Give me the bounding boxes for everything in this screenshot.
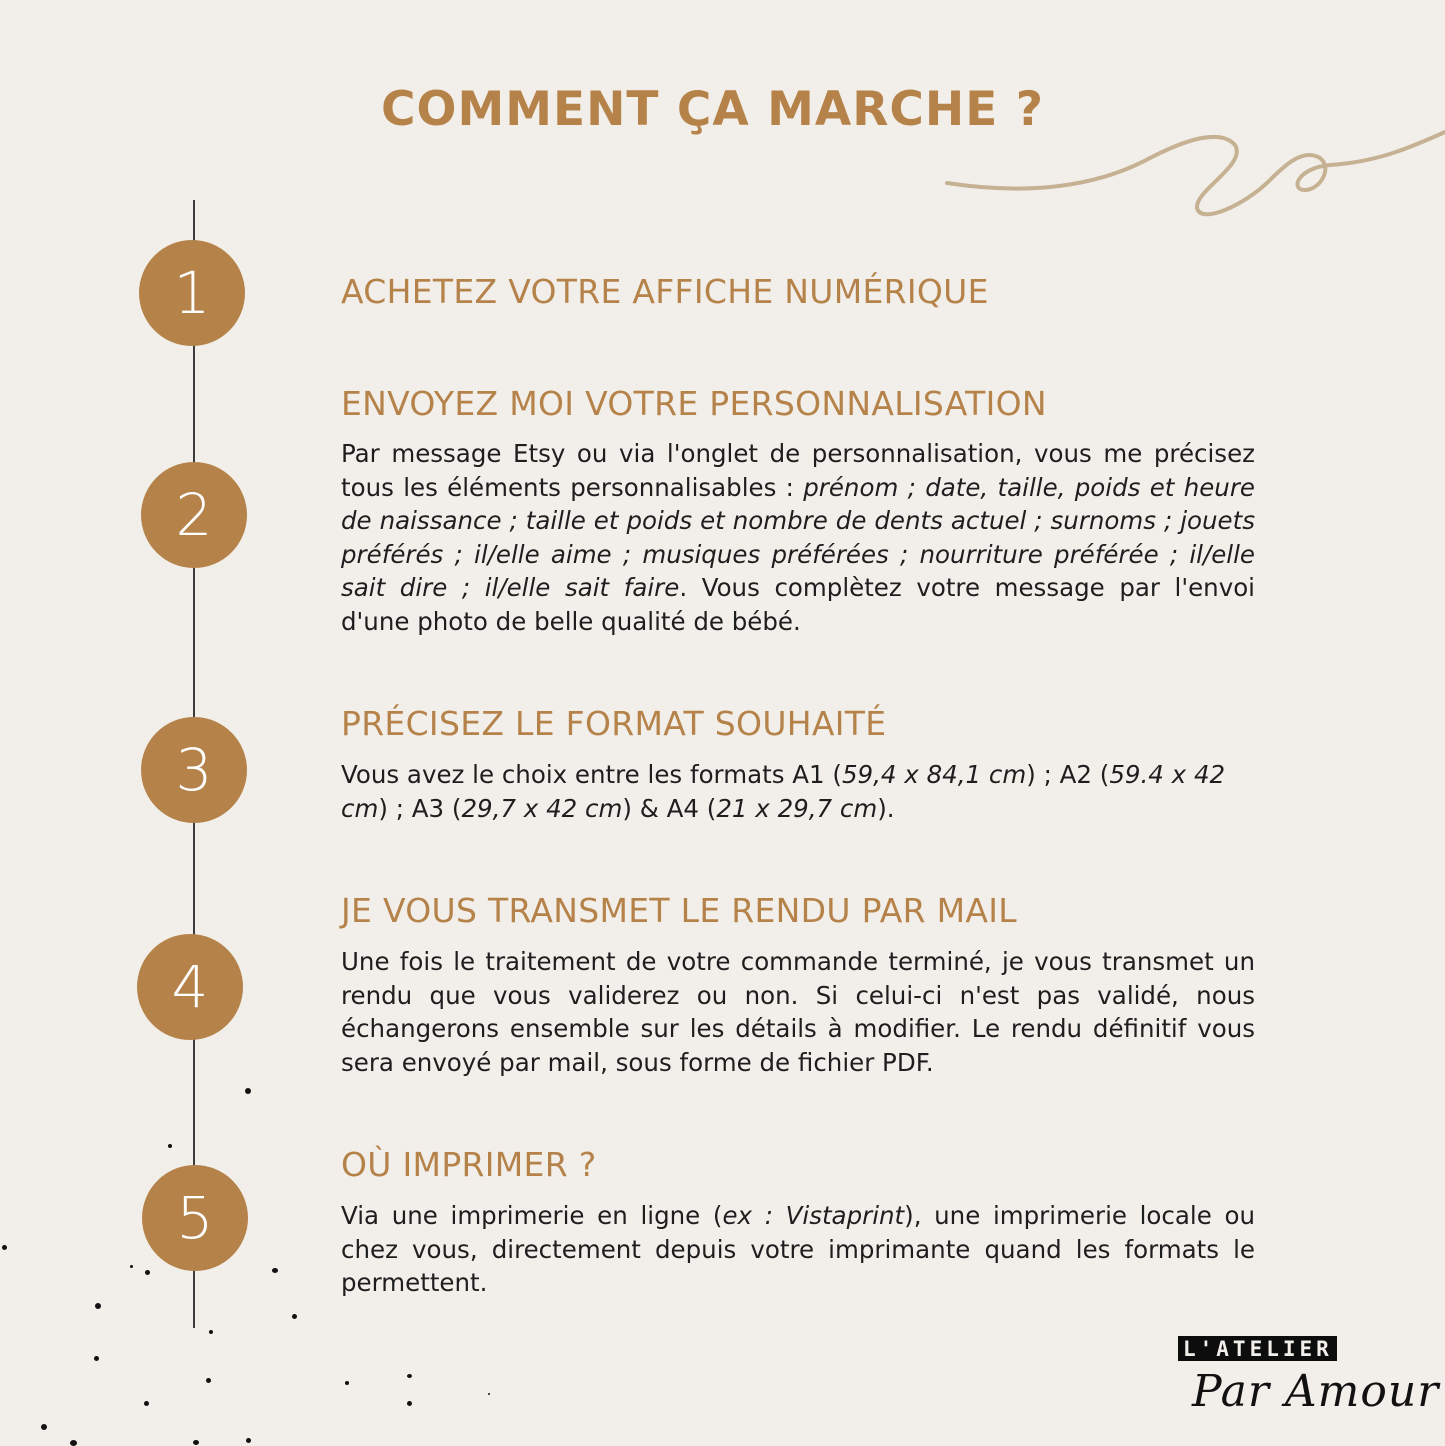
speckle-dot — [272, 1268, 278, 1273]
speckle-dot — [246, 1438, 251, 1443]
speckle-dot — [41, 1424, 47, 1430]
body-text-italic: prénom ; date, taille, poids et heure de naissance ; taille et poids et nombre de dents actuel ; surnoms ; jouets préférés ; il/elle aime ; musiques préférées ; nourriture préférée ; il/elle sait dire ; il/elle sait faire — [341, 472, 1255, 602]
speckle-dot — [2, 1245, 7, 1250]
step-heading: OÙ IMPRIMER ? — [341, 1145, 597, 1184]
logo-wordmark-script: Par Amour — [1192, 1366, 1440, 1417]
body-text: Une fois le traitement de votre commande terminé, je vous transmet un rendu que vous validerez ou non. Si celui-ci n'est pas validé, nous échangerons ensemble sur les détails à modifier. Le rendu définitif vous sera envoyé par mail, sous forme de fichier PDF. — [341, 947, 1255, 1077]
step-description — [341, 758, 1255, 825]
speckle-dot — [345, 1381, 349, 1385]
speckle-dot — [70, 1440, 77, 1446]
speckle-dot — [407, 1374, 412, 1378]
speckle-dot — [168, 1144, 172, 1148]
speckle-dot — [95, 1303, 101, 1309]
step-number: 1 — [173, 259, 211, 327]
speckle-dot — [407, 1401, 412, 1406]
body-text: ), une imprimerie locale ou chez vous, directement depuis votre imprimante quand les formats le permettent. — [341, 1201, 1255, 1297]
body-text: ) & A4 ( — [622, 793, 717, 823]
step-number-badge — [141, 462, 247, 568]
step-description — [341, 945, 1255, 1079]
body-text: . Vous complètez votre message par l'envoi d'une photo de belle qualité de bébé. — [341, 573, 1255, 636]
step-number: 2 — [175, 481, 213, 549]
speckle-dot — [145, 1270, 150, 1275]
step-heading: JE VOUS TRANSMET LE RENDU PAR MAIL — [341, 891, 1017, 930]
speckle-dot — [193, 1440, 199, 1445]
brand-logo — [1178, 1336, 1440, 1436]
speckle-dot — [144, 1401, 149, 1406]
body-text-italic: 59,4 x 84,1 cm — [841, 760, 1027, 789]
step-description — [341, 1199, 1255, 1300]
step-number-badge — [137, 934, 243, 1040]
step-heading: PRÉCISEZ LE FORMAT SOUHAITÉ — [341, 704, 887, 743]
speckle-dot — [209, 1330, 213, 1334]
body-text-italic: 59.4 x 42 cm — [341, 760, 1226, 823]
speckle-dot — [130, 1265, 133, 1268]
body-text: Vous avez le choix entre les formats A1 ( — [341, 760, 842, 789]
body-text: ) ; A2 ( — [1026, 760, 1110, 789]
logo-wordmark-top: L'ATELIER — [1178, 1336, 1337, 1361]
step-number-badge — [142, 1165, 248, 1271]
body-text-italic: 21 x 29,7 cm — [716, 793, 878, 823]
page-title: COMMENT ÇA MARCHE ? — [381, 82, 1044, 137]
body-text: ) ; A3 ( — [378, 793, 462, 823]
step-number-badge — [141, 717, 247, 823]
step-number: 3 — [175, 736, 213, 804]
body-text: Via une imprimerie en ligne ( — [341, 1201, 723, 1230]
decorative-swirl-icon — [935, 110, 1445, 220]
step-heading: ACHETEZ VOTRE AFFICHE NUMÉRIQUE — [341, 272, 989, 311]
step-number-badge — [139, 240, 245, 346]
step-heading: ENVOYEZ MOI VOTRE PERSONNALISATION — [341, 384, 1047, 423]
body-text: ). — [877, 793, 895, 823]
speckle-dot — [245, 1088, 251, 1094]
speckle-dot — [206, 1378, 211, 1383]
step-description — [341, 437, 1255, 638]
step-number: 5 — [176, 1184, 214, 1252]
body-text-italic: ex : Vistaprint — [722, 1201, 905, 1230]
body-text: Par message Etsy ou via l'onglet de personnalisation, vous me précisez tous les éléments personnalisables : — [341, 439, 1255, 502]
speckle-dot — [488, 1393, 490, 1395]
speckle-dot — [292, 1314, 297, 1319]
speckle-dot — [94, 1356, 99, 1361]
body-text-italic: 29,7 x 42 cm — [461, 793, 623, 823]
step-number: 4 — [171, 953, 209, 1021]
